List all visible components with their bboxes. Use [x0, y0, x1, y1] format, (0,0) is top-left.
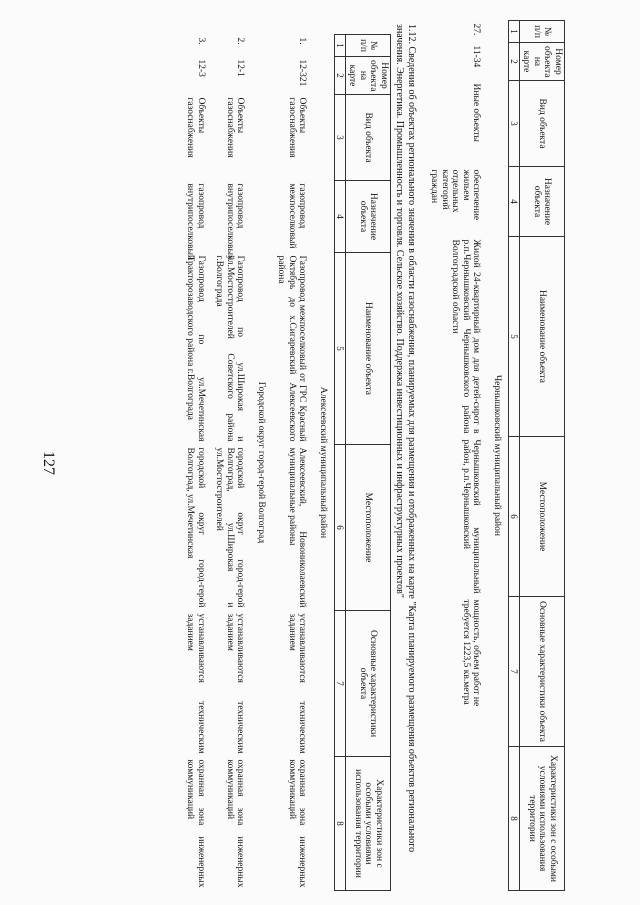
column-number: 6 — [509, 437, 520, 597]
objects-table-1 — [425, 20, 565, 891]
object-location: Алексеевский, Новониколаевский муниципальные районы — [287, 447, 308, 608]
header-cell: Основные характеристики объекта — [346, 611, 391, 757]
table-header-row — [520, 21, 565, 891]
header-cell: Номер объекта на карте — [520, 43, 565, 81]
object-purpose: обеспечение жильем отдельных категорий граждан — [429, 169, 482, 221]
column-number: 7 — [509, 597, 520, 747]
map-number: 11-34 — [471, 45, 482, 68]
zone-characteristics: охранная зона инженерных коммуникаций — [287, 759, 308, 888]
object-characteristics: мощность, объем работ не требуется 1223,5 кв.метра — [461, 599, 482, 707]
section-label: Чернышковский муниципальный район — [492, 375, 502, 536]
header-cell: Вид объекта — [346, 95, 391, 181]
column-number-row — [509, 21, 520, 891]
rotated-content — [10, 20, 565, 890]
zone-characteristics: охранная зона инженерных коммуникаций — [225, 759, 246, 888]
header-cell: Назначение объекта — [346, 181, 391, 253]
section-title: 1.12. Сведения об объектах регионального значения в области газоснабжения, планируемых для размещения и отображенных на карте "Карта планируемого размещения объектов регионального значения. Энергетика. Промышленность и торговля. Сельское хозяйство. Поддержка инвестиционных и инфраструктурных проектов" — [394, 24, 417, 853]
table-row — [210, 35, 250, 891]
column-number: 5 — [509, 237, 520, 437]
map-number: 12-1 — [235, 59, 246, 77]
zone-characteristics: охранная зона инженерных коммуникаций — [185, 759, 206, 888]
section-row — [312, 35, 335, 891]
header-cell: Вид объекта — [520, 81, 565, 167]
table-row — [272, 35, 312, 891]
row-number: 2. — [235, 37, 246, 45]
column-number: 6 — [335, 445, 346, 611]
row-number: 1. — [297, 37, 308, 45]
section-label: Алексеевский муниципальный район — [318, 386, 328, 539]
header-cell: Основные характеристики объекта — [520, 597, 565, 747]
header-cell: № п/п — [346, 35, 391, 57]
row-number: 3. — [196, 37, 206, 45]
header-cell: Местоположение — [520, 437, 565, 597]
object-characteristics: устанавливаются техническим заданием — [185, 613, 206, 754]
section-row — [486, 21, 509, 891]
zone-characteristics — [425, 747, 486, 891]
column-number: 5 — [335, 253, 346, 445]
table-row — [181, 35, 210, 891]
object-characteristics: устанавливаются техническим заданием — [287, 613, 308, 754]
column-number: 3 — [335, 95, 346, 181]
column-number: 4 — [335, 181, 346, 253]
object-name: Жилой 24-квартирный дом для детей-сирот в р.п.Чернышковский Чернышковского района Волгоградской области — [450, 239, 482, 434]
header-cell: Характеристики зон с особыми условиями использования территории — [520, 747, 565, 891]
object-purpose: газопровод внутрипоселковый — [225, 183, 246, 261]
column-number: 1 — [335, 35, 346, 57]
object-type: Объекты газоснабжения — [287, 97, 308, 158]
column-number: 2 — [335, 57, 346, 95]
header-cell: № п/п — [520, 21, 565, 43]
column-number: 2 — [509, 43, 520, 81]
object-location: городской округ город-герой Волгоград, ул.Широкая и ул.Мостостроителей — [214, 447, 246, 608]
object-type: Объекты газоснабжения — [225, 97, 246, 158]
object-purpose: газопровод внутрипоселковый — [185, 183, 206, 261]
section-row — [250, 35, 273, 891]
object-type: Объекты газоснабжения — [185, 97, 206, 158]
column-number: 8 — [509, 747, 520, 891]
section-label: Городской округ город-герой Волгоград — [256, 381, 266, 544]
objects-table-2 — [181, 34, 391, 891]
map-number: 12-321 — [297, 59, 308, 87]
table-row — [425, 21, 486, 891]
column-number: 4 — [509, 167, 520, 237]
page-number: 127 — [40, 451, 57, 475]
table-header-row — [346, 35, 391, 891]
header-cell: Назначение объекта — [520, 167, 565, 237]
map-number: 12-3 — [196, 59, 206, 77]
column-number: 8 — [335, 757, 346, 891]
header-cell: Местоположение — [346, 445, 391, 611]
column-number: 1 — [509, 21, 520, 43]
column-number: 3 — [509, 81, 520, 167]
header-cell: Номер объекта на карте — [346, 57, 391, 95]
object-purpose: газопровод межпоселковый — [287, 183, 308, 249]
header-cell: Характеристики зон с особыми условиями использования территории — [346, 757, 391, 891]
object-characteristics: устанавливаются техническим заданием — [225, 613, 246, 754]
object-location: городской округ город-герой Волгоград, ул.Мечетинская — [185, 447, 206, 608]
row-number: 27. — [471, 23, 482, 36]
column-number: 7 — [335, 611, 346, 757]
object-name: Газопровод межпоселковый от ГРС Красный Октябрь до х.Сигаревский Алексеевского района — [276, 255, 308, 442]
column-number-row — [335, 35, 346, 891]
object-name: Газопровод по ул.Мечетинская Тракторозаводского района г.Волгограда — [185, 255, 206, 442]
header-cell: Наименование объекта — [346, 253, 391, 445]
object-location: Чернышковский муниципальный район, р.п.Чернышковский — [461, 439, 482, 594]
object-name: Газопровод по ул.Широкая и ул.Мостостроителей Советского района г.Волгограда — [214, 255, 246, 442]
object-type: Иные объекты — [471, 83, 482, 142]
header-cell: Наименование объекта — [520, 237, 565, 437]
